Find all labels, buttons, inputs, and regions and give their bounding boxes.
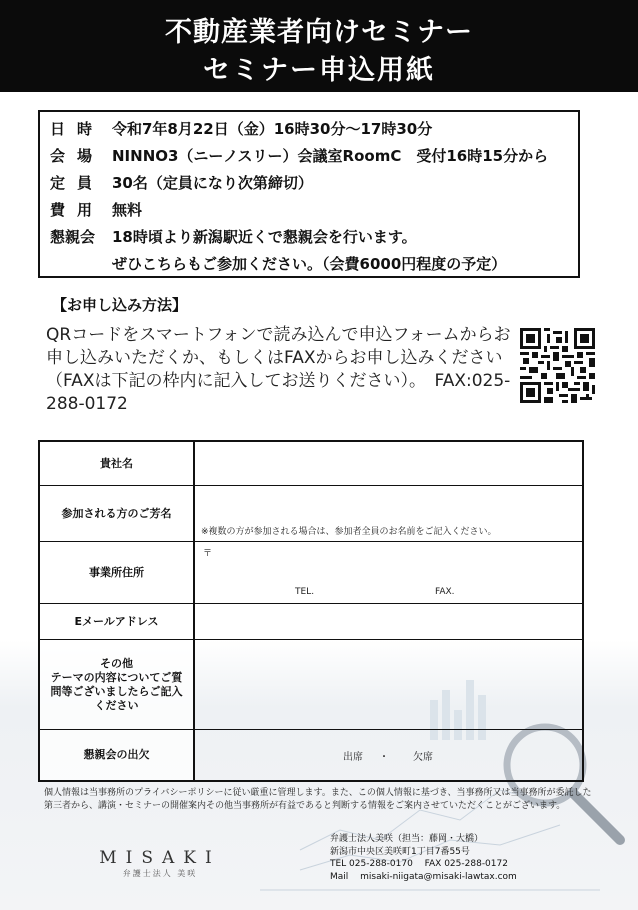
firm-logo [90, 848, 230, 879]
form-row-party [40, 730, 582, 780]
participants-label: 参加される方のご芳名 [40, 486, 195, 541]
party-absent-option[interactable]: 欠席 [413, 752, 433, 763]
info-key: 会場 [50, 147, 105, 165]
info-row-fee [50, 199, 142, 220]
info-row-party [50, 226, 417, 247]
other-label-text: その他 テーマの内容についてご質問等ございましたらご記入ください [50, 656, 183, 712]
info-key: 懇親会 [50, 228, 96, 246]
party-label: 懇親会の出欠 [40, 730, 195, 780]
postal-mark: 〒 [203, 549, 213, 559]
info-row-capacity [50, 172, 313, 193]
firm-mail[interactable]: Mail misaki-niigata@misaki-lawtax.com [330, 871, 517, 882]
email-label: Eメールアドレス [40, 604, 195, 639]
application-form [38, 440, 584, 782]
info-value: NINNO3（ニーノスリー）会議室RoomC 受付16時15分から [112, 147, 549, 165]
info-key: 日時 [50, 120, 105, 138]
qr-code-icon[interactable] [520, 328, 595, 403]
firm-telfax: TEL 025-288-0170 FAX 025-288-0172 [330, 859, 508, 869]
participants-note: ※複数の方が参加される場合は、参加者全員のお名前をご記入ください。 [201, 527, 497, 537]
participants-field[interactable] [195, 486, 582, 541]
seminar-info-box [38, 110, 580, 278]
fax-label: FAX. [435, 587, 455, 597]
info-row-party-cont [50, 253, 506, 274]
logo-sub: 弁護士法人 美咲 [122, 869, 198, 878]
info-key: 費用 [50, 201, 105, 219]
info-value: 30名（定員になり次第締切） [112, 174, 313, 192]
info-value: 18時頃より新潟駅近くで懇親会を行います。 [112, 228, 417, 246]
company-field[interactable] [195, 442, 582, 485]
info-value: 令和7年8月22日（金）16時30分～17時30分 [112, 120, 433, 138]
page-subtitle: セミナー申込用紙 [203, 55, 435, 86]
company-label: 貴社名 [40, 442, 195, 485]
info-value: 無料 [112, 201, 143, 219]
method-title: 【お申し込み方法】 [52, 296, 188, 314]
email-field[interactable] [195, 604, 582, 639]
form-row-email [40, 604, 582, 640]
form-row-company [40, 442, 582, 486]
tel-label: TEL. [295, 587, 315, 597]
form-row-address [40, 542, 582, 604]
header-banner [0, 0, 638, 92]
other-field[interactable] [195, 640, 582, 729]
other-label [40, 640, 195, 729]
privacy-notice: 個人情報は当事務所のプライバシーポリシーに従い厳重に管理します。また、この個人情報に基づき、当事務所又は当事務所が委託した第三者から、講演・セミナーの開催案内その他当事務所が有益であると判断する情報をご案内させていただくことがございます。 [44, 788, 592, 811]
form-row-participants [40, 486, 582, 542]
logo-name: MISAKI [99, 848, 221, 868]
firm-address: 新潟市中央区美咲町1丁目7番55号 [330, 846, 470, 857]
form-row-other [40, 640, 582, 730]
party-attend-option[interactable]: 出席 [343, 752, 363, 763]
party-field [195, 730, 582, 780]
info-key: 定員 [50, 174, 105, 192]
info-value: ぜひこちらもご参加ください。（会費6000円程度の予定） [112, 255, 507, 273]
party-separator: ・ [379, 752, 389, 763]
address-field[interactable] [195, 542, 582, 603]
address-label: 事業所住所 [40, 542, 195, 603]
info-row-venue [50, 145, 548, 166]
page-title: 不動産業者向けセミナー [165, 17, 473, 48]
info-row-datetime [50, 118, 432, 139]
firm-name: 弁護士法人美咲（担当：藤岡・大橋） [330, 834, 484, 844]
contact-info [330, 833, 517, 883]
method-text: QRコードをスマートフォンで読み込んで申込フォームからお申し込みいただくか、もしくはFAXからお申し込みください（FAXは下記の枠内に記入してお送りください）。 FAX:025-288-0172 [46, 325, 511, 414]
